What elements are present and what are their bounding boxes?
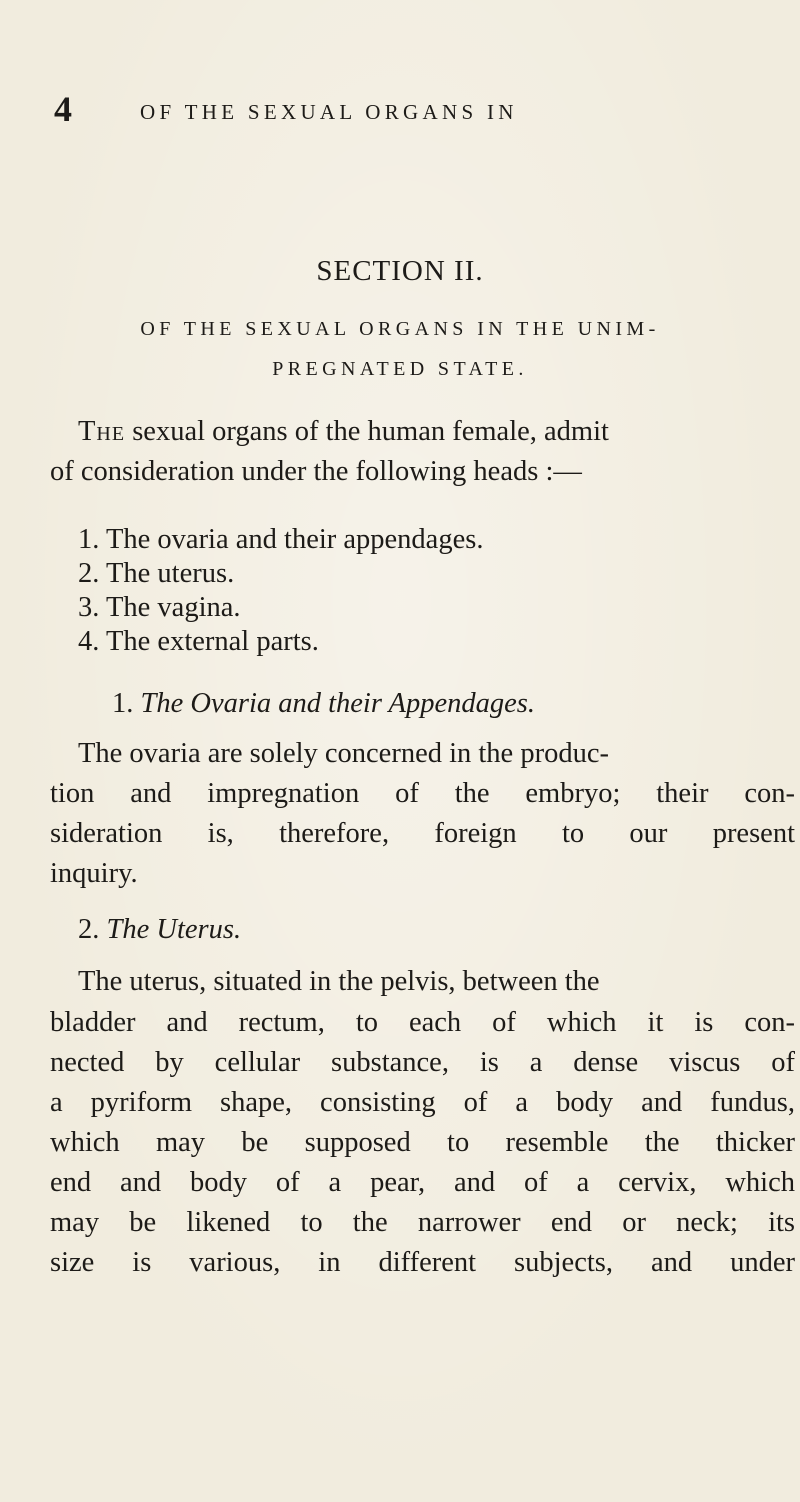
page-number: 4 [54,89,72,129]
section-subtitle-line-2: PREGNATED STATE. [272,358,528,380]
intro-line-1-text: sexual organs of the human female, admit [132,416,609,447]
subsection-2-line: size is various, in different subjects, and under [50,1247,795,1278]
section-subtitle-line-1: OF THE SEXUAL ORGANS IN THE UNIM- [140,318,660,340]
subsection-1-number: 1. [112,688,134,719]
heads-list-item: 3. The vagina. [78,592,241,623]
subsection-2-line: bladder and rectum, to each of which it is con- [50,1007,795,1038]
subsection-2-line: The uterus, situated in the pelvis, between the [78,966,600,997]
subsection-2-line: end and body of a pear, and of a cervix, which [50,1167,795,1198]
subsection-1-line: inquiry. [50,858,138,889]
section-heading: SECTION II. [316,255,484,287]
intro-line-1 [78,416,609,448]
running-title: OF THE SEXUAL ORGANS IN [140,100,518,124]
subsection-2-number: 2. [78,914,100,945]
subsection-1-heading [112,688,535,720]
subsection-2-line: nected by cellular substance, is a dense viscus of [50,1047,795,1078]
subsection-2-line: which may be supposed to resemble the thicker [50,1127,795,1158]
running-head [54,89,746,134]
subsection-1-line: tion and impregnation of the embryo; their con- [50,778,795,809]
heads-list-item: 4. The external parts. [78,626,319,657]
heads-list-item: 2. The uterus. [78,558,235,589]
intro-line-2: of consideration under the following heads :— [50,456,582,487]
subsection-2-heading [78,914,241,946]
heads-list-item: 1. The ovaria and their appendages. [78,524,484,555]
subsection-1-line: The ovaria are solely concerned in the produc- [78,738,609,769]
subsection-2-title: The Uterus. [106,914,242,945]
subsection-1-line: sideration is, therefore, foreign to our present [50,818,795,849]
subsection-2-line: a pyriform shape, consisting of a body and fundus, [50,1087,795,1118]
subsection-2-line: may be likened to the narrower end or neck; its [50,1207,795,1238]
intro-lead-word: The [78,416,126,447]
subsection-1-title: The Ovaria and their Appendages. [140,688,535,719]
